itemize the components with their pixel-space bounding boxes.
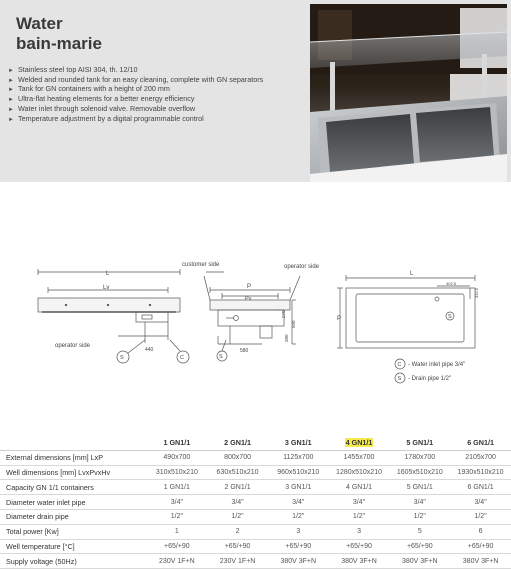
table-row (0, 554, 511, 569)
table-cell: 1125x700 (268, 450, 329, 465)
feature-text: Tank for GN containers with a height of 200 mm (18, 84, 170, 94)
table-row (0, 524, 511, 539)
table-cell: +65/+90 (207, 539, 268, 554)
feature-text: Welded and rounded tank for an easy cleaning, complete with GN separators (18, 74, 264, 84)
table-cell: 230V 1F+N (146, 554, 207, 569)
column-header-highlighted: 4 GN1/1 (329, 436, 390, 450)
table-cell: +65/+90 (268, 539, 329, 554)
specifications-table (0, 436, 511, 569)
table-cell: +65/+90 (450, 539, 511, 554)
page-title-line2: bain-marie (16, 34, 102, 53)
table-cell: +65/+90 (146, 539, 207, 554)
table-cell: 1 GN1/1 (146, 480, 207, 495)
feature-text: Water inlet through solenoid valve. Removable overflow (18, 103, 196, 113)
legend-inlet-symbol: C (397, 362, 402, 368)
bullet-icon: ► (8, 106, 14, 113)
side-dim-580: 580 (240, 348, 249, 354)
feature-text: Temperature adjustment by a digital programmable control (18, 113, 204, 123)
front-dim-L: L (106, 271, 110, 277)
table-cell: 2 (207, 524, 268, 539)
bullet-icon: ► (8, 68, 14, 74)
front-operator-side-label: operator side (55, 343, 91, 349)
row-label: Capacity GN 1/1 containers (0, 480, 146, 495)
table-cell: 1/2" (329, 509, 390, 524)
table-cell: 2105x700 (450, 450, 511, 465)
legend-inlet (395, 359, 465, 369)
table-row (0, 509, 511, 524)
table-cell: +65/+90 (389, 539, 450, 554)
feature-item (8, 115, 308, 125)
column-header: 1 GN1/1 (146, 436, 207, 450)
bullet-icon: ► (8, 77, 14, 84)
table-cell: 380V 3F+N (450, 554, 511, 569)
table-row (0, 539, 511, 554)
table-cell: 1780x700 (389, 450, 450, 465)
column-header: 2 GN1/1 (207, 436, 268, 450)
side-customer-side-label: customer side (182, 262, 220, 268)
table-row (0, 450, 511, 465)
table-cell: 1/2" (207, 509, 268, 524)
table-cell: 380V 3F+N (389, 554, 450, 569)
table-cell: +65/+90 (329, 539, 390, 554)
table-cell: 490x700 (146, 450, 207, 465)
table-cell: 3/4" (450, 495, 511, 510)
table-cell: 4 GN1/1 (329, 480, 390, 495)
bullet-icon: ► (8, 97, 14, 104)
table-cell: 3/4" (146, 495, 207, 510)
table-header-row (0, 436, 511, 450)
legend-drain-symbol: S (397, 376, 402, 382)
table-cell: 3/4" (329, 495, 390, 510)
table-cell: 1455x700 (329, 450, 390, 465)
table-cell: 3 (329, 524, 390, 539)
side-dim-P: P (247, 284, 252, 290)
top-dim-332: 332.5 (474, 287, 479, 298)
legend-inlet-text: - Water inlet pipe 3/4" (408, 362, 466, 368)
table-cell: 5 GN1/1 (389, 480, 450, 495)
top-dim-402: 402.5 (446, 281, 457, 286)
side-drain-symbol: S (219, 354, 223, 360)
table-cell: 1280x510x210 (329, 465, 390, 480)
table-cell: 2 GN1/1 (207, 480, 268, 495)
table-cell: 230V 1F+N (207, 554, 268, 569)
row-label: Total power [Kw] (0, 524, 146, 539)
table-row (0, 495, 511, 510)
product-photo (310, 4, 507, 182)
table-cell: 6 GN1/1 (450, 480, 511, 495)
table-cell: 310x510x210 (146, 465, 207, 480)
row-label: External dimensions [mm] LxP (0, 450, 146, 465)
bullet-icon: ► (8, 87, 14, 94)
table-row (0, 465, 511, 480)
table-cell: 1/2" (146, 509, 207, 524)
side-dim-500: 500 (291, 320, 296, 328)
top-drain-symbol: S (448, 314, 452, 320)
table-cell: 960x510x210 (268, 465, 329, 480)
bain-marie-photo-illustration (310, 4, 507, 182)
table-cell: 1/2" (268, 509, 329, 524)
row-label: Diameter drain pipe (0, 509, 146, 524)
side-dim-380: 380 (284, 334, 289, 342)
row-label: Well temperature [°C] (0, 539, 146, 554)
table-cell: 380V 3F+N (329, 554, 390, 569)
column-header: 6 GN1/1 (450, 436, 511, 450)
page-title-line1: Water (16, 14, 63, 33)
table-cell: 630x510x210 (207, 465, 268, 480)
table-cell: 3/4" (207, 495, 268, 510)
side-dim-270: 270 (281, 310, 286, 318)
table-cell: 1 (146, 524, 207, 539)
front-inlet-symbol: C (180, 355, 184, 361)
front-dim-440: 440 (145, 347, 154, 353)
table-cell: 3/4" (389, 495, 450, 510)
bullet-icon: ► (8, 116, 14, 123)
column-header: 3 GN1/1 (268, 436, 329, 450)
table-cell: 6 (450, 524, 511, 539)
table-header-spacer (0, 436, 146, 450)
front-drain-symbol: S (120, 355, 124, 361)
table-cell: 800x700 (207, 450, 268, 465)
top-dim-L: L (410, 271, 414, 277)
table-cell: 1/2" (450, 509, 511, 524)
legend-drain (395, 373, 451, 383)
table-cell: 1605x510x210 (389, 465, 450, 480)
technical-drawings (0, 248, 511, 388)
table-cell: 3/4" (268, 495, 329, 510)
header-panel (0, 0, 511, 182)
table-cell: 5 (389, 524, 450, 539)
legend-drain-text: - Drain pipe 1/2" (408, 376, 452, 382)
table-cell: 1/2" (389, 509, 450, 524)
table-cell: 380V 3F+N (268, 554, 329, 569)
table-row (0, 480, 511, 495)
row-label: Well dimensions [mm] LvxPvxHv (0, 465, 146, 480)
side-dim-Pv: Pv (245, 296, 252, 302)
table-cell: 3 (268, 524, 329, 539)
row-label: Supply voltage (50Hz) (0, 554, 146, 569)
table-cell: 1930x510x210 (450, 465, 511, 480)
side-operator-side-label: operator side (284, 264, 320, 270)
top-dim-P: P (337, 316, 342, 322)
column-header: 5 GN1/1 (389, 436, 450, 450)
front-dim-Lv: Lv (103, 285, 110, 291)
feature-list (8, 66, 308, 124)
feature-text: Stainless steel top AISI 304, th. 12/10 (18, 65, 138, 74)
row-label: Diameter water inlet pipe (0, 495, 146, 510)
table-cell: 3 GN1/1 (268, 480, 329, 495)
feature-text: Ultra-flat heating elements for a better energy efficiency (18, 94, 195, 104)
